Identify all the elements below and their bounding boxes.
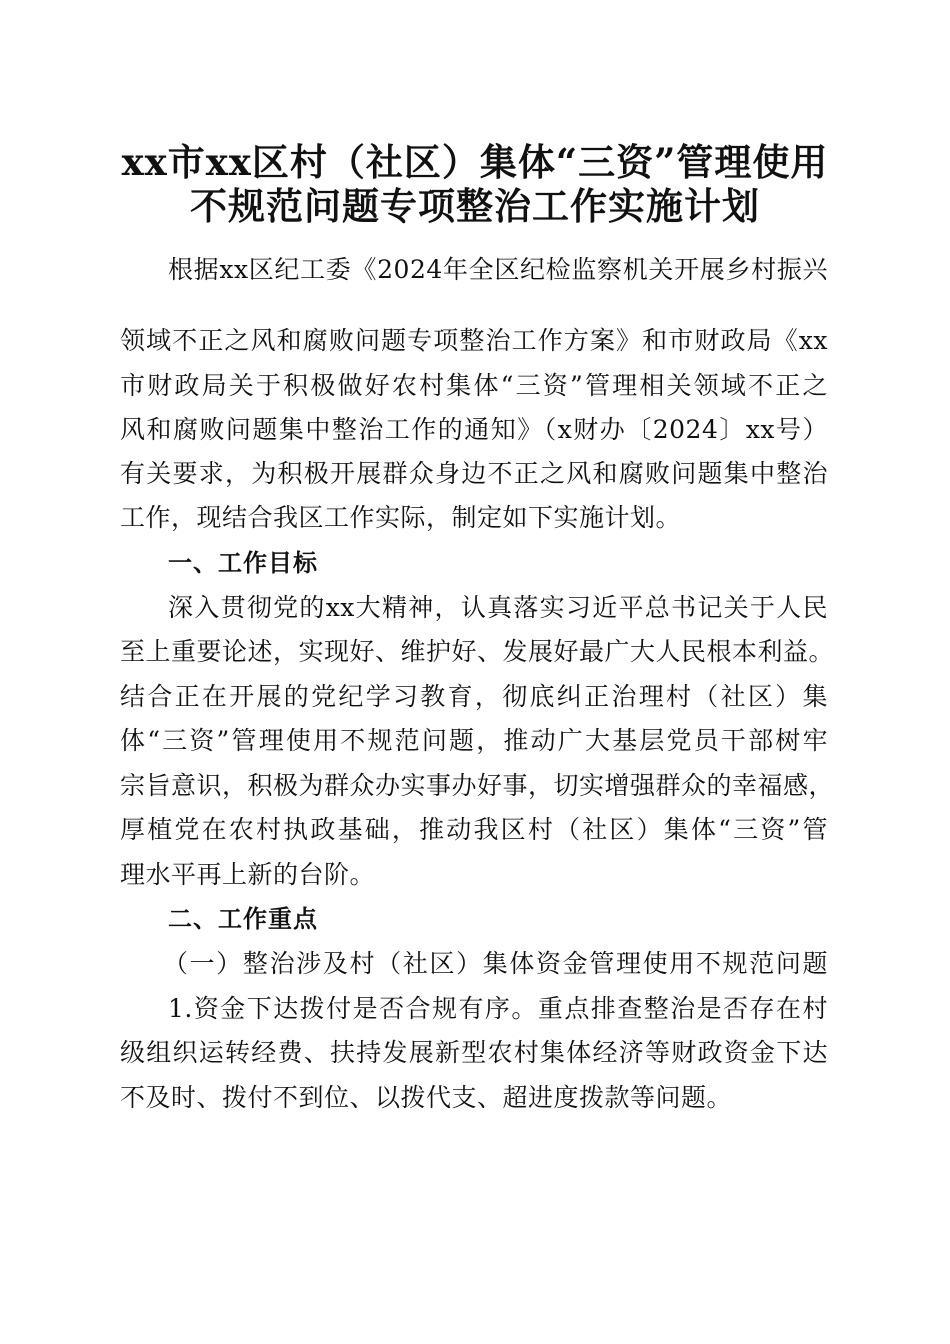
section-heading-focus: 二、工作重点	[168, 905, 318, 933]
document-title-line-1: xx市xx区村（社区）集体“三资”管理使用	[121, 140, 829, 184]
intro-line-2: 领域不正之风和腐败问题专项整治工作方案》和市财政局《xx	[120, 326, 828, 355]
section-heading-goals: 一、工作目标	[168, 549, 318, 577]
item1-line-3: 不及时、拨付不到位、以拨代支、超进度拨款等问题。	[120, 1083, 733, 1112]
goals-line-6: 厚植党在农村执政基础，推动我区村（社区）集体“三资”管	[120, 815, 828, 844]
intro-line-1: 根据xx区纪工委《2024年全区纪检监察机关开展乡村振兴	[168, 255, 828, 284]
goals-line-7: 理水平再上新的台阶。	[120, 860, 376, 889]
intro-line-5: 有关要求，为积极开展群众身边不正之风和腐败问题集中整治	[120, 459, 828, 488]
goals-line-1: 深入贯彻党的xx大精神，认真落实习近平总书记关于人民	[168, 593, 828, 622]
subsection-heading-funds: （一）整治涉及村（社区）集体资金管理使用不规范问题	[163, 949, 828, 978]
goals-line-2: 至上重要论述，实现好、维护好、发展好最广大人民根本利益。	[120, 637, 835, 666]
goals-line-4: 体“三资”管理使用不规范问题，推动广大基层党员干部树牢	[120, 726, 828, 755]
item1-line-1: 1.资金下达拨付是否合规有序。重点排查整治是否存在村	[168, 994, 828, 1023]
goals-line-3: 结合正在开展的党纪学习教育，彻底纠正治理村（社区）集	[120, 682, 828, 711]
goals-line-5: 宗旨意识，积极为群众办实事办好事，切实增强群众的幸福感，	[120, 771, 835, 800]
intro-line-3: 市财政局关于积极做好农村集体“三资”管理相关领域不正之	[120, 371, 828, 400]
intro-line-4: 风和腐败问题集中整治工作的通知》（x财办〔2024〕xx号）	[120, 415, 828, 444]
intro-line-6: 工作，现结合我区工作实际，制定如下实施计划。	[120, 503, 682, 532]
item1-line-2: 级组织运转经费、扶持发展新型农村集体经济等财政资金下达	[120, 1038, 828, 1067]
document-title-line-2: 不规范问题专项整治工作实施计划	[190, 184, 760, 228]
